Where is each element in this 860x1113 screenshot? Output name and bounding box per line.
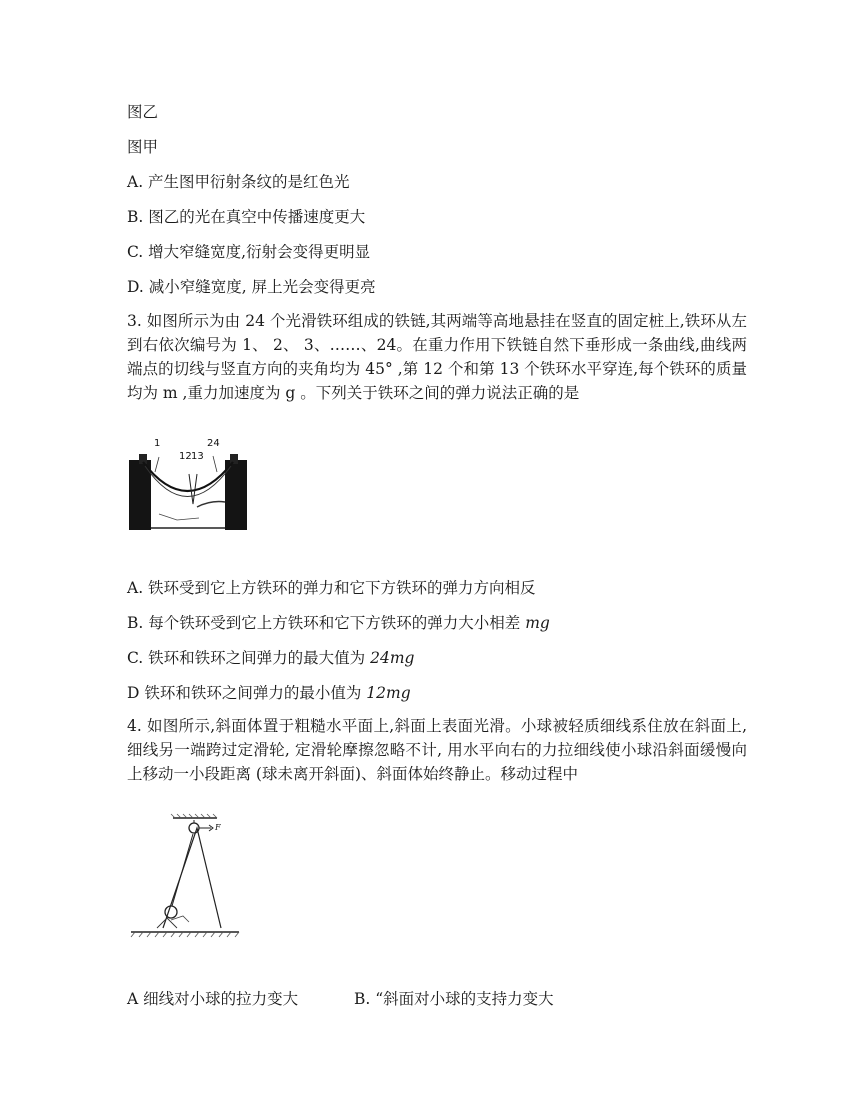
q3-option-c-math: 24mg (370, 649, 415, 667)
q2-option-c: C. 增大窄缝宽度,衍射会变得更明显 (127, 243, 371, 261)
q3-option-d-text: D 铁环和铁环之间弹力的最小值为 (127, 684, 362, 702)
q2-option-d: D. 减小窄缝宽度, 屏上光会变得更亮 (127, 278, 376, 296)
q4-stem: 4. 如图所示,斜面体置于粗糙水平面上,斜面上表面光滑。小球被轻质细线系住放在斜面上,细线另一端跨过定滑轮, 定滑轮摩擦忽略不计, 用水平向右的力拉细线使小球沿斜面缓慢向上移动一小段距离 (球未离开斜面)、斜面体始终静止。移动过程中 (127, 717, 747, 783)
q4-option-b: B. “斜面对小球的支持力变大 (354, 990, 554, 1008)
q3-figure-label-1: 1 (154, 438, 161, 449)
q3-option-c-text: C. 铁环和铁环之间弹力的最大值为 (127, 649, 366, 667)
figure-caption-jia: 图甲 (127, 138, 159, 156)
q4-figure-label-force: F (215, 823, 221, 832)
q3-figure-label-13: 13 (191, 451, 204, 462)
q3-option-d (127, 681, 411, 705)
q4-incline-figure (127, 812, 245, 940)
q3-option-b (127, 611, 550, 635)
q4-option-a: A 细线对小球的拉力变大 (127, 990, 299, 1008)
q3-figure-label-12: 12 (179, 451, 192, 462)
q3-option-b-math: mg (525, 614, 550, 632)
figure-caption-yi: 图乙 (127, 103, 159, 121)
q2-option-a: A. 产生图甲衍射条纹的是红色光 (127, 173, 350, 191)
q3-stem: 3. 如图所示为由 24 个光滑铁环组成的铁链,其两端等高地悬挂在竖直的固定桩上,铁环从左到右依次编号为 1、 2、 3、……、24。在重力作用下铁链自然下垂形成一条曲线,曲线两端点的切线与竖直方向的夹角均为 45° ,第 12 个和第 13 个铁环水平穿连,每个铁环的质量均为 m ,重力加速度为 g 。下列关于铁环之间的弹力说法正确的是 (127, 312, 747, 402)
q3-option-b-text: B. 每个铁环受到它上方铁环和它下方铁环的弹力大小相差 (127, 614, 521, 632)
q3-option-d-math: 12mg (366, 684, 411, 702)
q2-option-b: B. 图乙的光在真空中传播速度更大 (127, 208, 366, 226)
q3-option-c (127, 646, 414, 670)
q3-figure-label-24: 24 (207, 438, 220, 449)
q3-chain-figure (127, 432, 249, 532)
q3-option-a: A. 铁环受到它上方铁环的弹力和它下方铁环的弹力方向相反 (127, 579, 536, 597)
